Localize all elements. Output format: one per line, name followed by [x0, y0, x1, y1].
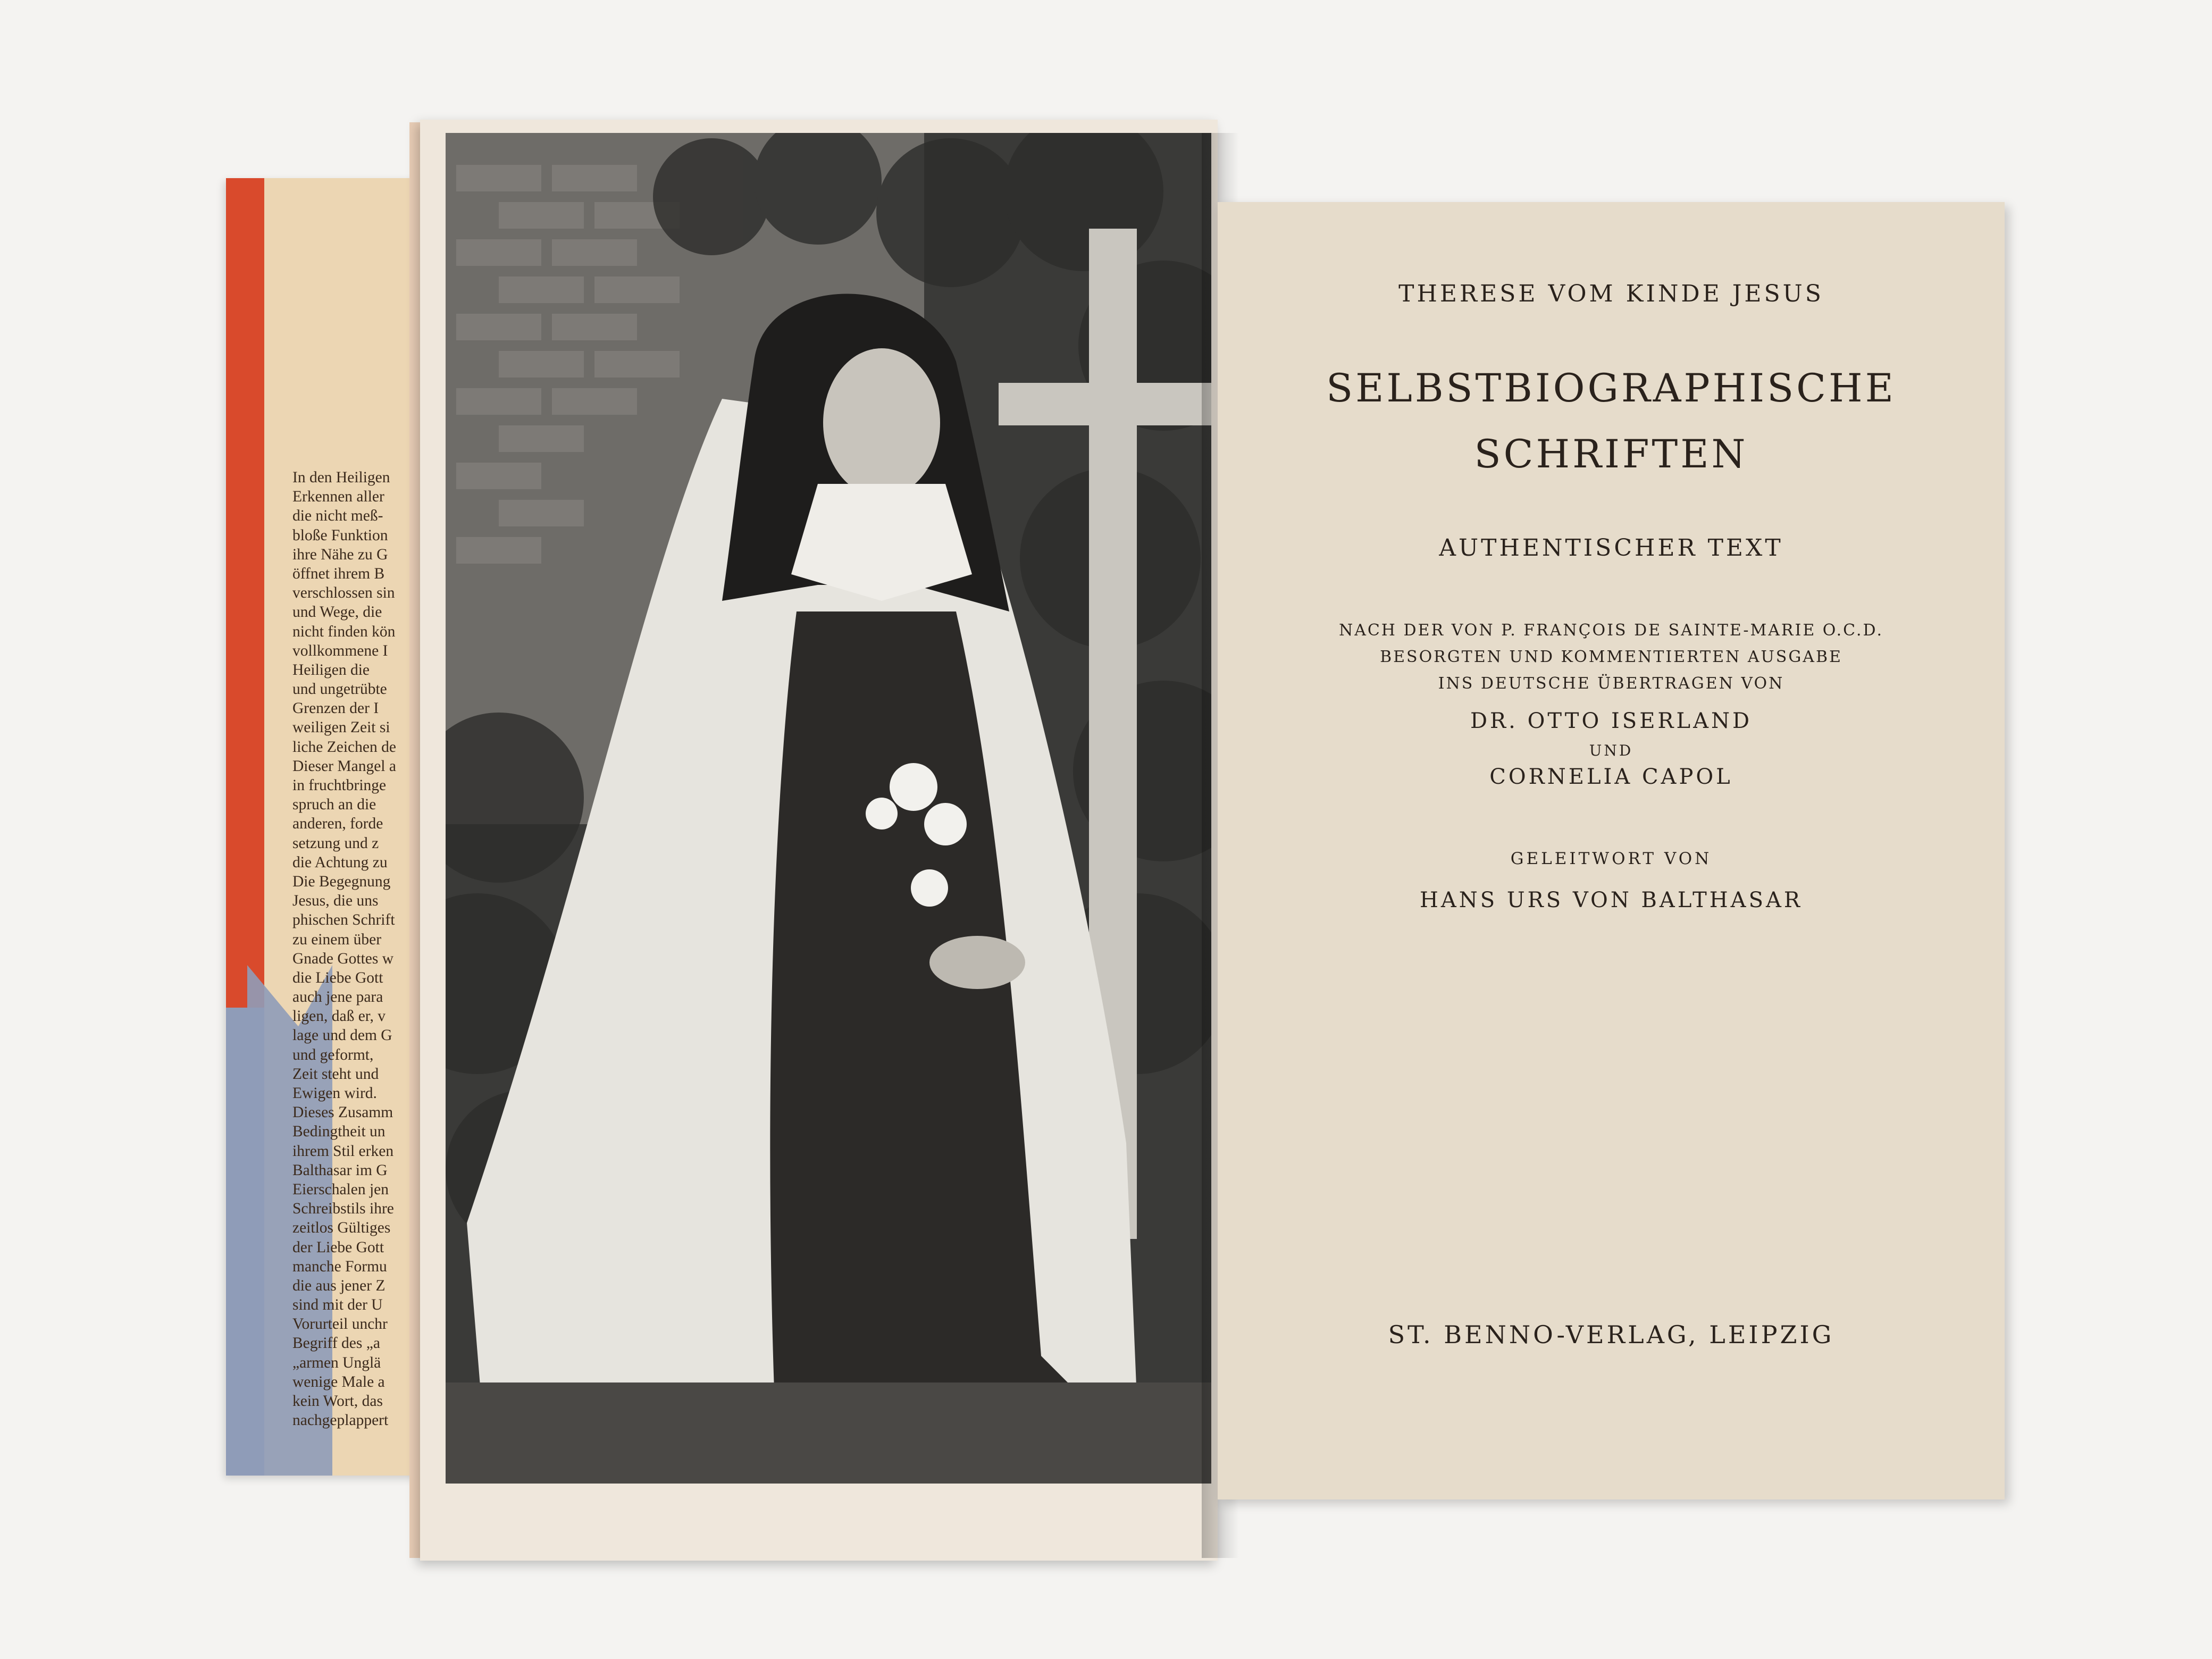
jacket-flap-line: die aus jener Z	[292, 1277, 386, 1294]
jacket-flap-line: Grenzen der I	[292, 700, 379, 717]
jacket-flap-line: Eierschalen jen	[292, 1180, 389, 1198]
jacket-flap-line: und Wege, die	[292, 604, 382, 621]
jacket-flap-line: in fruchtbringe	[292, 777, 387, 794]
jacket-flap-line: Begriff des „a	[292, 1335, 380, 1352]
hands	[929, 936, 1025, 989]
jacket-flap-line: Die Begegnung	[292, 873, 391, 890]
jacket-flap-line: Dieses Zusamm	[292, 1104, 393, 1121]
edition-note-line3: INS DEUTSCHE ÜBERTRAGEN VON	[1438, 674, 1784, 693]
jacket-flap-line: die Liebe Gott	[292, 969, 383, 986]
jacket-flap-line: Jesus, die uns	[292, 892, 379, 910]
jacket-flap-line: auch jene para	[292, 988, 383, 1006]
edition-note-line1: NACH DER VON P. FRANÇOIS DE SAINTE-MARIE O.C.D.	[1338, 621, 1884, 640]
jacket-flap-line: ligen, daß er, v	[292, 1008, 386, 1025]
foreword-author: HANS URS VON BALTHASAR	[1420, 888, 1803, 912]
edition-note-line2: BESORGTEN UND KOMMENTIERTEN AUSGABE	[1380, 648, 1842, 666]
jacket-flap-line: Dieser Mangel a	[292, 757, 396, 775]
jacket-flap-line: manche Formu	[292, 1258, 387, 1275]
wooden-cross-horizontal	[999, 383, 1211, 425]
jacket-flap-line: die Achtung zu	[292, 853, 388, 871]
jacket-flap-line: Zeit steht und	[292, 1065, 379, 1083]
jacket-flap-line: Schreibstils ihre	[292, 1200, 394, 1218]
translator-2: CORNELIA CAPOL	[1489, 765, 1733, 789]
subtitle: AUTHENTISCHER TEXT	[1439, 534, 1783, 562]
author-name: THERESE VOM KINDE JESUS	[1398, 280, 1824, 307]
jacket-flap-line: setzung und z	[292, 834, 379, 852]
translator-1: DR. OTTO ISERLAND	[1470, 709, 1753, 733]
jacket-flap-line: liche Zeichen de	[292, 738, 396, 756]
face	[823, 348, 940, 497]
jacket-flap-line: verschlossen sin	[292, 584, 395, 602]
frontispiece-photo	[446, 133, 1211, 1484]
jacket-flap-line: ihre Nähe zu G	[292, 546, 388, 563]
book-title-line1: SELBSTBIOGRAPHISCHE	[1326, 366, 1896, 411]
jacket-flap-line: Erkennen aller	[292, 488, 384, 506]
jacket-flap-line: vollkommene I	[292, 642, 388, 659]
book-title-line2: SCHRIFTEN	[1474, 432, 1748, 477]
jacket-flap-line: spruch an die	[292, 796, 376, 814]
jacket-flap-line: Ewigen wird.	[292, 1085, 377, 1102]
jacket-flap-line: anderen, forde	[292, 815, 383, 833]
jacket-flap-line: weiligen Zeit si	[292, 719, 390, 736]
foreword-label: GELEITWORT VON	[1510, 849, 1712, 868]
jacket-flap-line: wenige Male a	[292, 1373, 385, 1390]
jacket-flap-line: öffnet ihrem B	[292, 565, 385, 582]
jacket-flap-line: In den Heiligen	[292, 469, 390, 486]
conjunction-und: UND	[1589, 742, 1633, 759]
jacket-flap-line: Bedingtheit un	[292, 1123, 386, 1141]
jacket-flap-line: bloße Funktion	[292, 526, 388, 544]
jacket-flap-line: ihrem Stil erken	[292, 1142, 394, 1160]
jacket-flap-line: die nicht meß-	[292, 507, 383, 525]
jacket-flap-line: lage und dem G	[292, 1027, 392, 1044]
jacket-flap-line: Vorurteil unchr	[292, 1316, 388, 1333]
jacket-flap-line: „armen Unglä	[292, 1354, 381, 1371]
jacket-flap-line: nachgeplappert	[292, 1412, 389, 1429]
jacket-flap-line: Balthasar im G	[292, 1161, 388, 1179]
jacket-flap-line: kein Wort, das	[292, 1393, 383, 1410]
jacket-red-band	[226, 178, 264, 1082]
jacket-flap-line: Gnade Gottes w	[292, 950, 394, 967]
jacket-flap-line: und geformt,	[292, 1046, 374, 1063]
jacket-flap-line: sind mit der U	[292, 1296, 383, 1314]
jacket-flap-line: und ungetrübte	[292, 681, 387, 698]
jacket-flap-line: der Liebe Gott	[292, 1238, 384, 1256]
publisher: ST. BENNO-VERLAG, LEIPZIG	[1388, 1320, 1834, 1349]
jacket-flap-line: zeitlos Gültiges	[292, 1219, 391, 1237]
jacket-flap-line: nicht finden kön	[292, 623, 396, 640]
jacket-flap-line: phischen Schrift	[292, 911, 395, 929]
jacket-flap-line: zu einem über	[292, 931, 382, 948]
jacket-flap-line: Heiligen die	[292, 661, 370, 678]
